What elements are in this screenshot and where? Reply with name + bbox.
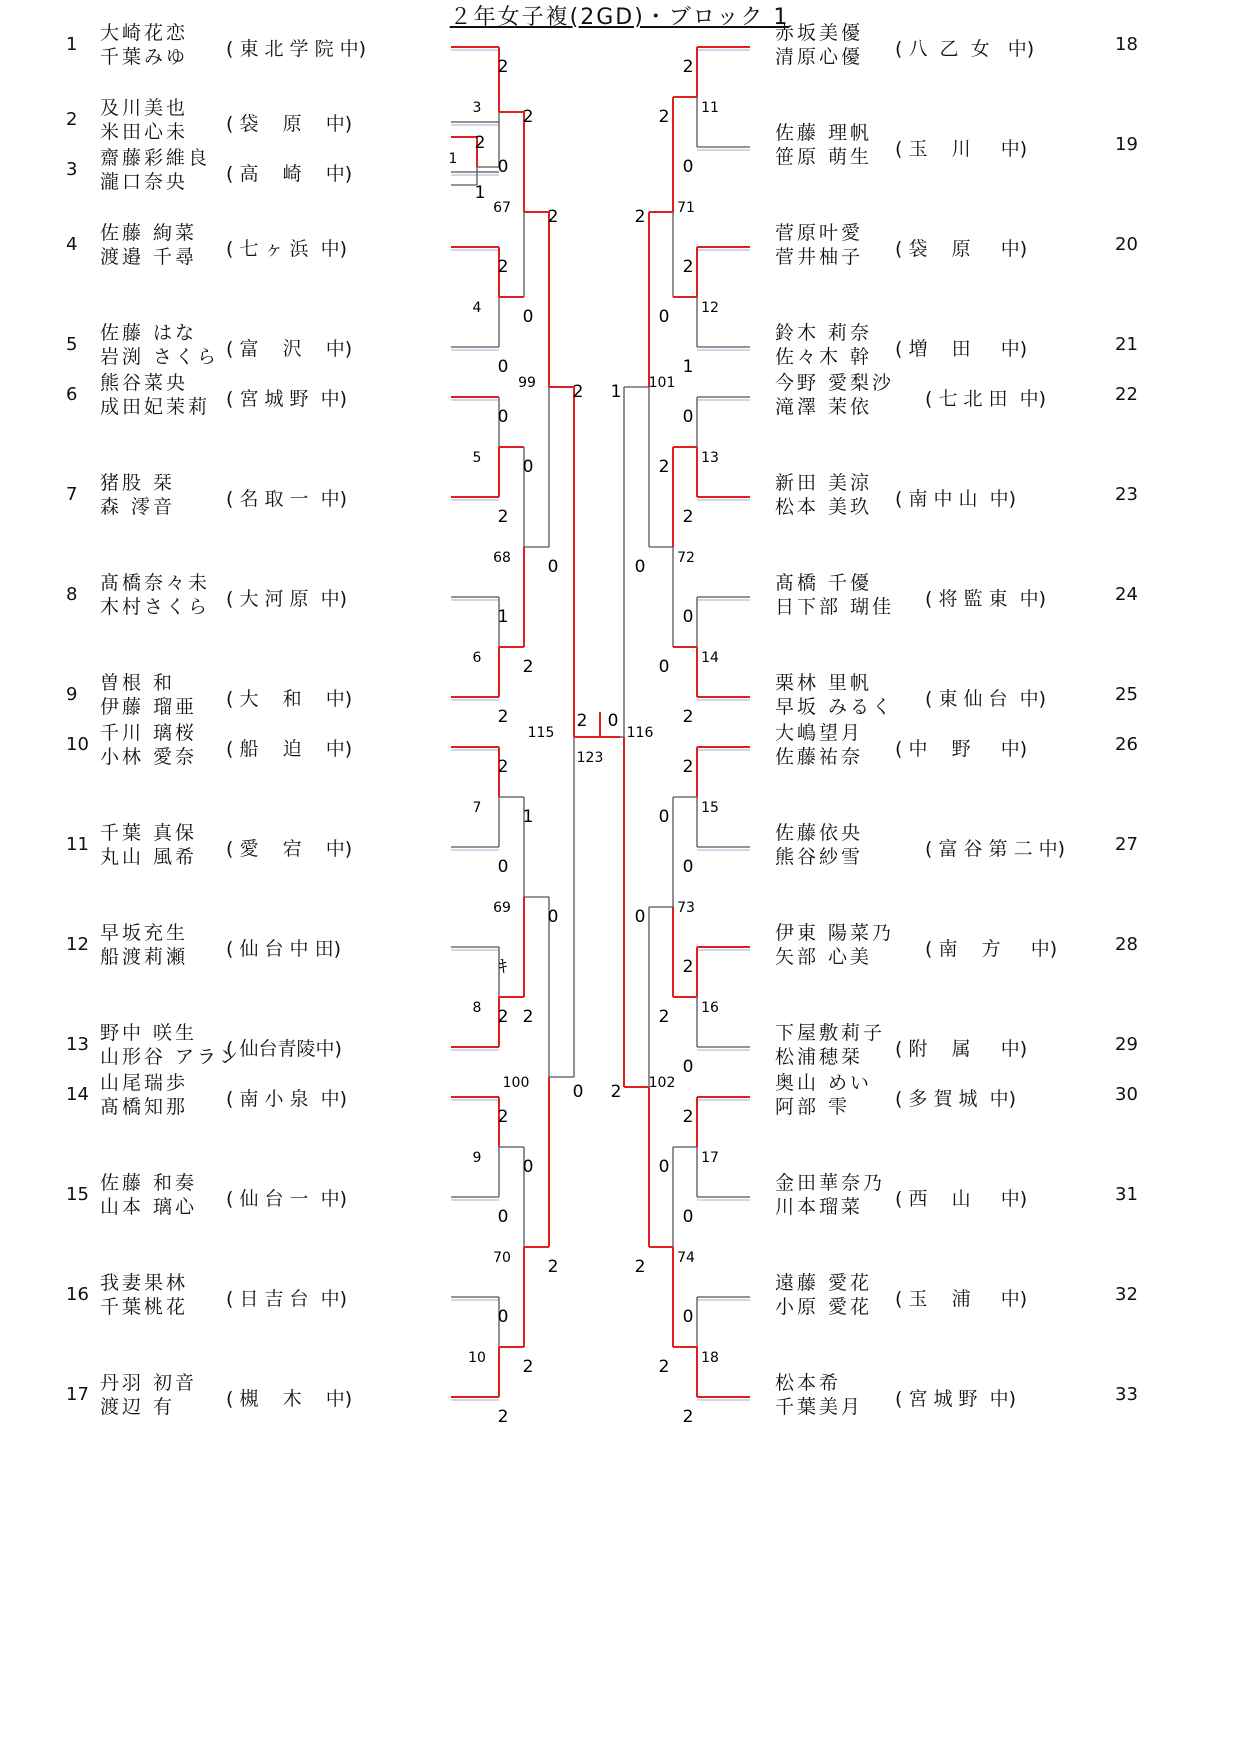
score: 1 bbox=[610, 382, 622, 402]
seed-number: 6 bbox=[66, 384, 78, 405]
player-name: 曽根 和 bbox=[100, 672, 176, 694]
score: 0 bbox=[522, 457, 534, 477]
player-name: 佐藤 理帆 bbox=[775, 122, 873, 144]
score: 2 bbox=[572, 382, 584, 402]
player-name: 岩渕 さくら bbox=[100, 346, 220, 368]
score: 1 bbox=[474, 183, 486, 203]
player-name: 千葉みゆ bbox=[100, 46, 189, 68]
player-name: 猪股 栞 bbox=[100, 472, 176, 494]
score: 0 bbox=[497, 857, 509, 877]
player-name: 木村さくら bbox=[100, 596, 211, 618]
player-name: 栗林 里帆 bbox=[775, 672, 873, 694]
school-name: ( 将 監 東 中) bbox=[925, 588, 1047, 610]
score: 2 bbox=[682, 1407, 694, 1427]
score: 0 bbox=[682, 1207, 694, 1227]
score: 2 bbox=[522, 107, 534, 127]
score: 2 bbox=[658, 1007, 670, 1027]
player-name: 松本 美玖 bbox=[775, 496, 873, 518]
match-number: 115 bbox=[527, 725, 555, 741]
seed-number: 22 bbox=[1115, 384, 1138, 405]
match-number: 9 bbox=[472, 1150, 482, 1166]
school-name: ( 袋 原 中) bbox=[895, 238, 1028, 260]
school-name: ( 宮 城 野 中) bbox=[226, 388, 348, 410]
score: 2 bbox=[658, 457, 670, 477]
score: 2 bbox=[497, 57, 509, 77]
match-number: 12 bbox=[701, 300, 719, 316]
school-name: ( 富 谷 第 二 中) bbox=[925, 838, 1066, 860]
score: 0 bbox=[634, 907, 646, 927]
seed-number: 32 bbox=[1115, 1284, 1138, 1305]
score: 2 bbox=[497, 707, 509, 727]
seed-number: 9 bbox=[66, 684, 78, 705]
score: 0 bbox=[607, 711, 619, 731]
match-number: 71 bbox=[677, 200, 695, 216]
school-name: ( 仙 台 中 田) bbox=[226, 938, 341, 960]
score: 2 bbox=[682, 1107, 694, 1127]
player-name: 矢部 心美 bbox=[775, 946, 873, 968]
player-name: 松浦穂栞 bbox=[775, 1046, 864, 1068]
player-name: 笹原 萌生 bbox=[775, 146, 873, 168]
player-name: 佐藤 和奏 bbox=[100, 1172, 198, 1194]
seed-number: 19 bbox=[1115, 134, 1138, 155]
score: 1 bbox=[682, 357, 694, 377]
match-number: 3 bbox=[472, 100, 482, 116]
seed-number: 27 bbox=[1115, 834, 1138, 855]
player-name: 阿部 雫 bbox=[775, 1096, 851, 1118]
player-name: 松本希 bbox=[775, 1372, 842, 1394]
score: 0 bbox=[497, 157, 509, 177]
school-name: ( 増 田 中) bbox=[895, 338, 1028, 360]
score: 2 bbox=[497, 1407, 509, 1427]
school-name: ( 南 小 泉 中) bbox=[226, 1088, 348, 1110]
score: 2 bbox=[497, 757, 509, 777]
player-name: 丸山 風希 bbox=[100, 846, 198, 868]
seed-number: 26 bbox=[1115, 734, 1138, 755]
player-name: 渡辺 有 bbox=[100, 1396, 176, 1418]
seed-number: 10 bbox=[66, 734, 89, 755]
score: 2 bbox=[497, 257, 509, 277]
match-number: 13 bbox=[701, 450, 719, 466]
score: 0 bbox=[658, 307, 670, 327]
score: 2 bbox=[474, 133, 486, 153]
score: ｷ bbox=[498, 957, 508, 977]
player-name: 熊谷菜央 bbox=[100, 372, 189, 394]
score: 2 bbox=[658, 1357, 670, 1377]
player-name: 今野 愛梨沙 bbox=[775, 372, 895, 394]
player-name: 新田 美涼 bbox=[775, 472, 873, 494]
player-name: 早坂充生 bbox=[100, 922, 189, 944]
school-name: ( 東 仙 台 中) bbox=[925, 688, 1047, 710]
score: 2 bbox=[658, 107, 670, 127]
seed-number: 21 bbox=[1115, 334, 1138, 355]
player-name: 小林 愛奈 bbox=[100, 746, 198, 768]
school-name: ( 七 北 田 中) bbox=[925, 388, 1047, 410]
match-number: 15 bbox=[701, 800, 719, 816]
school-name: ( 宮 城 野 中) bbox=[895, 1388, 1017, 1410]
school-name: ( 玉 川 中) bbox=[895, 138, 1028, 160]
seed-number: 5 bbox=[66, 334, 78, 355]
score: 0 bbox=[547, 557, 559, 577]
score: 1 bbox=[497, 607, 509, 627]
player-name: 佐々木 幹 bbox=[775, 346, 873, 368]
match-number: 70 bbox=[493, 1250, 511, 1266]
player-name: 森 澪音 bbox=[100, 496, 176, 518]
seed-number: 2 bbox=[66, 109, 78, 130]
player-name: 大崎花恋 bbox=[100, 22, 189, 44]
seed-number: 31 bbox=[1115, 1184, 1138, 1205]
player-name: 川本瑠菜 bbox=[775, 1196, 864, 1218]
score: 0 bbox=[682, 607, 694, 627]
score: 0 bbox=[682, 1057, 694, 1077]
player-name: 山形谷 アラン bbox=[100, 1046, 242, 1068]
player-name: 丹羽 初音 bbox=[100, 1372, 198, 1394]
score: 0 bbox=[497, 407, 509, 427]
score: 2 bbox=[522, 1357, 534, 1377]
match-number: 74 bbox=[677, 1250, 695, 1266]
seed-number: 23 bbox=[1115, 484, 1138, 505]
match-number: 69 bbox=[493, 900, 511, 916]
score: 2 bbox=[682, 257, 694, 277]
score: 2 bbox=[682, 57, 694, 77]
seed-number: 11 bbox=[66, 834, 89, 855]
school-name: ( 東 北 学 院 中) bbox=[226, 38, 367, 60]
score: 2 bbox=[682, 757, 694, 777]
school-name: ( 多 賀 城 中) bbox=[895, 1088, 1017, 1110]
score: 0 bbox=[634, 557, 646, 577]
score: 2 bbox=[522, 1007, 534, 1027]
player-name: 清原心優 bbox=[775, 46, 864, 68]
player-name: 千葉美月 bbox=[775, 1396, 864, 1418]
match-number: 16 bbox=[701, 1000, 719, 1016]
score: 0 bbox=[658, 807, 670, 827]
player-name: 山本 璃心 bbox=[100, 1196, 198, 1218]
seed-number: 8 bbox=[66, 584, 78, 605]
seed-number: 14 bbox=[66, 1084, 89, 1105]
score: 0 bbox=[682, 407, 694, 427]
player-name: 伊東 陽菜乃 bbox=[775, 922, 895, 944]
seed-number: 1 bbox=[66, 34, 78, 55]
player-name: 我妻果林 bbox=[100, 1272, 189, 1294]
player-name: 大嶋望月 bbox=[775, 722, 864, 744]
match-number: 68 bbox=[493, 550, 511, 566]
player-name: 滝澤 茉依 bbox=[775, 396, 873, 418]
match-number: 116 bbox=[626, 725, 654, 741]
school-name: ( 附 属 中) bbox=[895, 1038, 1028, 1060]
player-name: 佐藤依央 bbox=[775, 822, 864, 844]
player-name: 髙橋 千優 bbox=[775, 572, 873, 594]
seed-number: 12 bbox=[66, 934, 89, 955]
match-number: 102 bbox=[648, 1075, 676, 1091]
score: 0 bbox=[658, 657, 670, 677]
seed-number: 29 bbox=[1115, 1034, 1138, 1055]
match-number: 100 bbox=[502, 1075, 530, 1091]
match-number: 101 bbox=[648, 375, 676, 391]
player-name: 船渡莉瀬 bbox=[100, 946, 189, 968]
school-name: ( 八 乙 女 中) bbox=[895, 38, 1035, 60]
score: 2 bbox=[634, 207, 646, 227]
seed-number: 33 bbox=[1115, 1384, 1138, 1405]
match-number: 72 bbox=[677, 550, 695, 566]
seed-number: 4 bbox=[66, 234, 78, 255]
player-name: 菅井柚子 bbox=[775, 246, 864, 268]
player-name: 山尾瑞歩 bbox=[100, 1072, 189, 1094]
player-name: 佐藤 絢菜 bbox=[100, 222, 198, 244]
player-name: 日下部 瑚佳 bbox=[775, 596, 895, 618]
match-number: 1 bbox=[448, 151, 458, 167]
score: 2 bbox=[682, 957, 694, 977]
score: 2 bbox=[682, 707, 694, 727]
score: 2 bbox=[497, 507, 509, 527]
score: 0 bbox=[522, 1157, 534, 1177]
school-name: ( 南 中 山 中) bbox=[895, 488, 1017, 510]
score: 0 bbox=[497, 1207, 509, 1227]
score: 2 bbox=[610, 1082, 622, 1102]
match-number: 99 bbox=[518, 375, 536, 391]
player-name: 野中 咲生 bbox=[100, 1022, 198, 1044]
seed-number: 24 bbox=[1115, 584, 1138, 605]
school-name: ( 高 崎 中) bbox=[226, 163, 353, 185]
player-name: 菅原叶愛 bbox=[775, 222, 864, 244]
match-number: 7 bbox=[472, 800, 482, 816]
match-number: 17 bbox=[701, 1150, 719, 1166]
school-name: ( 西 山 中) bbox=[895, 1188, 1028, 1210]
school-name: ( 仙台青陵中) bbox=[226, 1038, 342, 1060]
seed-number: 17 bbox=[66, 1384, 89, 1405]
player-name: 髙橋奈々未 bbox=[100, 572, 211, 594]
match-number: 67 bbox=[493, 200, 511, 216]
seed-number: 18 bbox=[1115, 34, 1138, 55]
player-name: 千川 璃桜 bbox=[100, 722, 198, 744]
school-name: ( 富 沢 中) bbox=[226, 338, 353, 360]
school-name: ( 七 ヶ 浜 中) bbox=[226, 238, 348, 260]
player-name: 遠藤 愛花 bbox=[775, 1272, 873, 1294]
school-name: ( 南 方 中) bbox=[925, 938, 1058, 960]
school-name: ( 名 取 一 中) bbox=[226, 488, 348, 510]
seed-number: 25 bbox=[1115, 684, 1138, 705]
player-name: 髙橋知那 bbox=[100, 1096, 189, 1118]
score: 0 bbox=[522, 307, 534, 327]
school-name: ( 愛 宕 中) bbox=[226, 838, 353, 860]
player-name: 佐藤 はな bbox=[100, 322, 198, 344]
match-number: 10 bbox=[468, 1350, 486, 1366]
player-name: 佐藤祐奈 bbox=[775, 746, 864, 768]
score: 2 bbox=[497, 1007, 509, 1027]
page-title: ２年女子複(2GD)・ブロック 1 bbox=[449, 5, 790, 30]
score: 0 bbox=[497, 1307, 509, 1327]
score: 0 bbox=[658, 1157, 670, 1177]
score: 2 bbox=[547, 207, 559, 227]
score: 0 bbox=[682, 857, 694, 877]
player-name: 下屋敷莉子 bbox=[775, 1022, 886, 1044]
match-number: 8 bbox=[472, 1000, 482, 1016]
player-name: 小原 愛花 bbox=[775, 1296, 873, 1318]
player-name: 赤坂美優 bbox=[775, 22, 864, 44]
player-name: 鈴木 莉奈 bbox=[775, 322, 873, 344]
school-name: ( 中 野 中) bbox=[895, 738, 1028, 760]
player-name: 奥山 めい bbox=[775, 1072, 873, 1094]
player-name: 千葉 真保 bbox=[100, 822, 198, 844]
score: 0 bbox=[497, 357, 509, 377]
school-name: ( 槻 木 中) bbox=[226, 1388, 353, 1410]
school-name: ( 大 河 原 中) bbox=[226, 588, 348, 610]
seed-number: 28 bbox=[1115, 934, 1138, 955]
school-name: ( 仙 台 一 中) bbox=[226, 1188, 348, 1210]
match-number: 11 bbox=[701, 100, 719, 116]
match-number: 73 bbox=[677, 900, 695, 916]
player-name: 及川美也 bbox=[100, 97, 189, 119]
seed-number: 16 bbox=[66, 1284, 89, 1305]
score: 0 bbox=[682, 157, 694, 177]
player-name: 伊藤 瑠亜 bbox=[100, 696, 198, 718]
player-name: 金田華奈乃 bbox=[775, 1172, 886, 1194]
score: 1 bbox=[522, 807, 534, 827]
score: 0 bbox=[547, 907, 559, 927]
score: 0 bbox=[572, 1082, 584, 1102]
school-name: ( 玉 浦 中) bbox=[895, 1288, 1028, 1310]
score: 2 bbox=[522, 657, 534, 677]
school-name: ( 大 和 中) bbox=[226, 688, 353, 710]
seed-number: 7 bbox=[66, 484, 78, 505]
school-name: ( 日 吉 台 中) bbox=[226, 1288, 348, 1310]
seed-number: 30 bbox=[1115, 1084, 1138, 1105]
player-name: 瀧口奈央 bbox=[100, 171, 189, 193]
player-name: 米田心未 bbox=[100, 121, 189, 143]
match-number: 6 bbox=[472, 650, 482, 666]
score: 2 bbox=[547, 1257, 559, 1277]
player-name: 早坂 みるく bbox=[775, 696, 895, 718]
score: 2 bbox=[576, 711, 588, 731]
player-name: 千葉桃花 bbox=[100, 1296, 189, 1318]
match-number: 5 bbox=[472, 450, 482, 466]
seed-number: 3 bbox=[66, 159, 78, 180]
player-name: 成田妃茉莉 bbox=[100, 396, 211, 418]
score: 2 bbox=[497, 1107, 509, 1127]
school-name: ( 船 迫 中) bbox=[226, 738, 353, 760]
seed-number: 15 bbox=[66, 1184, 89, 1205]
player-name: 熊谷紗雪 bbox=[775, 846, 864, 868]
match-number: 18 bbox=[701, 1350, 719, 1366]
score: 2 bbox=[634, 1257, 646, 1277]
match-number: 14 bbox=[701, 650, 719, 666]
player-name: 齋藤彩維良 bbox=[100, 147, 211, 169]
school-name: ( 袋 原 中) bbox=[226, 113, 353, 135]
score: 2 bbox=[682, 507, 694, 527]
score: 0 bbox=[682, 1307, 694, 1327]
seed-number: 20 bbox=[1115, 234, 1138, 255]
match-number: 123 bbox=[576, 750, 604, 766]
seed-number: 13 bbox=[66, 1034, 89, 1055]
match-number: 4 bbox=[472, 300, 482, 316]
player-name: 渡邉 千尋 bbox=[100, 246, 198, 268]
